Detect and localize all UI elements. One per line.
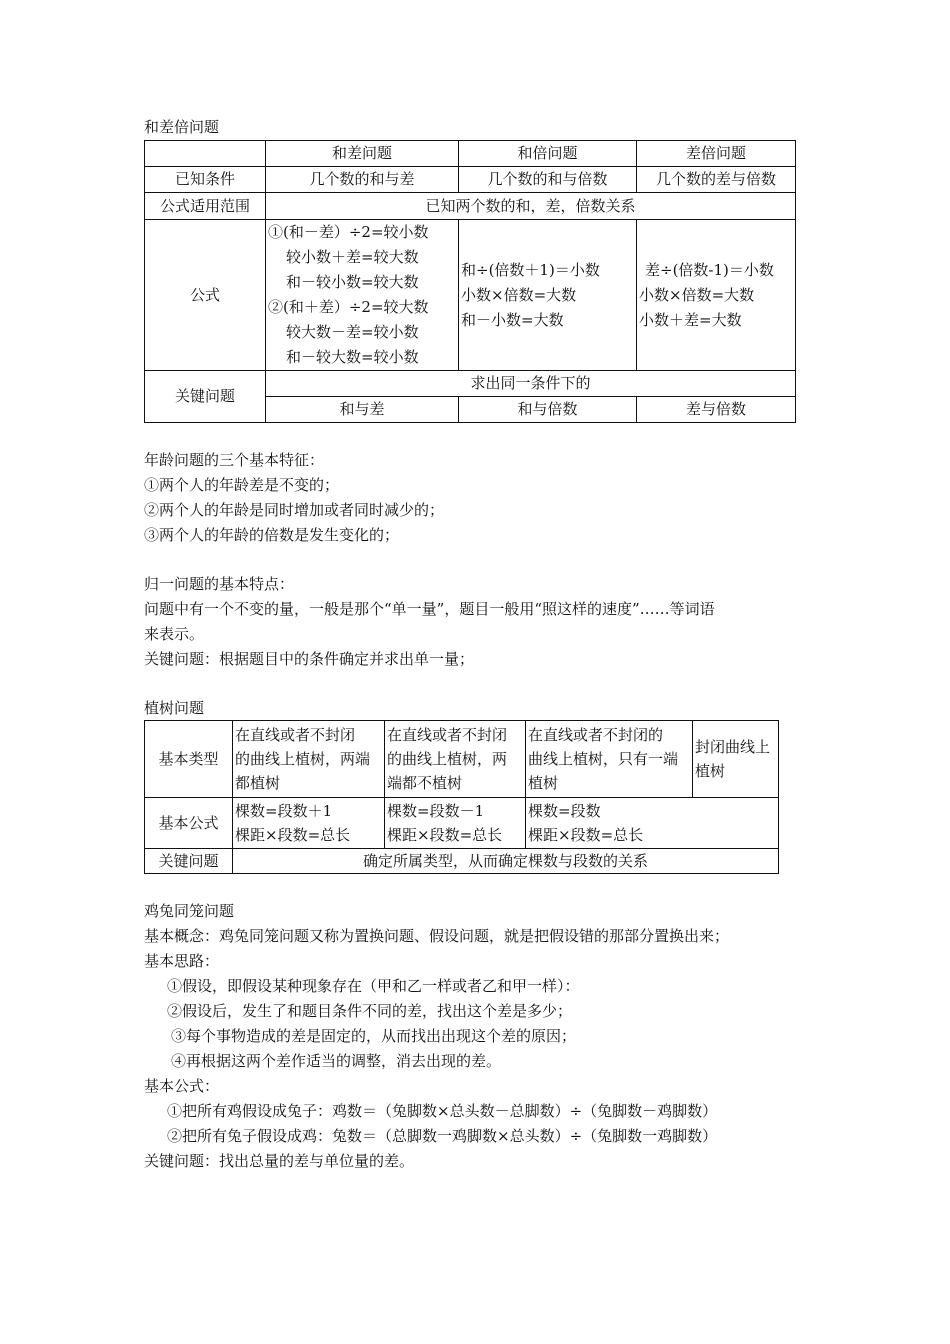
list-item: ③每个事物造成的差是固定的，从而找出出现这个差的原因； (171, 1027, 577, 1045)
row-label: 关键问题 (145, 371, 266, 423)
table-header: 差倍问题 (637, 141, 796, 167)
subsection-title: 基本公式： (144, 1077, 220, 1095)
cell-line: 棵数=段数 (528, 802, 601, 820)
table-header: 和倍问题 (459, 141, 637, 167)
table-row (145, 798, 779, 849)
formula-line: 小数＋差=大数 (639, 310, 742, 329)
type-cell (233, 721, 385, 798)
table-cell: 和与差 (266, 397, 459, 423)
formula-cell (233, 798, 385, 849)
cell-line: 的曲线上植树，两端 (235, 750, 371, 768)
sum-diff-table (144, 140, 796, 423)
formula-line: 较大数－差=较小数 (286, 323, 419, 341)
cell-line: 封闭曲线上 (695, 738, 771, 756)
paragraph-line: 问题中有一个不变的量，一般是那个“单一量”，题目一般用“照这样的速度”……等词语 (144, 600, 715, 618)
cell-line: 棵距×段数=总长 (528, 826, 644, 844)
table-row (145, 167, 796, 193)
row-label: 已知条件 (145, 167, 266, 193)
formula-line: 和－较大数=较小数 (286, 348, 419, 366)
cell-line: 在直线或者不封闭 (387, 726, 508, 744)
cell-line: 棵距×段数=总长 (235, 826, 351, 844)
table-cell: 几个数的差与倍数 (637, 167, 796, 193)
cell-line: 都植树 (235, 774, 281, 792)
formula-line: 和－小数=大数 (461, 310, 564, 329)
table-cell: 几个数的和与倍数 (459, 167, 637, 193)
table-row (145, 371, 796, 397)
section-title-unit: 归一问题的基本特点： (144, 575, 295, 593)
table-row (145, 220, 796, 371)
row-label: 基本类型 (145, 721, 233, 798)
tree-planting-table (144, 720, 779, 874)
cell-line: 植树 (695, 762, 726, 780)
table-cell: 确定所属类型，从而确定棵数与段数的关系 (233, 849, 779, 874)
formula-cell-sum-multiple (459, 220, 637, 371)
formula-line: 差÷(倍数-1)＝小数 (645, 260, 774, 279)
cell-line: 在直线或者不封闭的 (528, 726, 664, 744)
table-row (145, 141, 796, 167)
cell-line: 植树 (528, 774, 559, 792)
table-row (145, 193, 796, 220)
row-label: 关键问题 (145, 849, 233, 874)
formula-cell (385, 798, 526, 849)
key-problem-line: 关键问题：找出总量的差与单位量的差。 (144, 1152, 415, 1170)
paragraph-line: 来表示。 (144, 625, 205, 643)
formula-line: 小数×倍数=大数 (639, 285, 755, 304)
table-cell: 求出同一条件下的 (266, 371, 796, 397)
table-cell: 和与倍数 (459, 397, 637, 423)
table-header: 和差问题 (266, 141, 459, 167)
row-label: 公式适用范围 (145, 193, 266, 220)
table-corner-cell (145, 141, 266, 167)
section-title-chicken-rabbit: 鸡兔同笼问题 (144, 902, 235, 920)
formula-line: ②把所有兔子假设成鸡：兔数＝（总脚数一鸡脚数×总头数）÷（兔脚数一鸡脚数） (167, 1127, 718, 1145)
formula-line: ②(和＋差）÷2=较大数 (268, 298, 429, 316)
section-title-tree: 植树问题 (144, 699, 205, 717)
table-cell: 几个数的和与差 (266, 167, 459, 193)
list-item: ②两个人的年龄是同时增加或者同时减少的； (144, 501, 445, 519)
formula-line: ①把所有鸡假设成兔子：鸡数＝（兔脚数×总头数－总脚数）÷（兔脚数－鸡脚数） (167, 1102, 718, 1120)
cell-line: 曲线上植树，只有一端 (528, 750, 679, 768)
section-title-sum-diff: 和差倍问题 (144, 118, 220, 136)
table-cell: 已知两个数的和，差，倍数关系 (266, 193, 796, 220)
cell-line: 棵数=段数＋1 (235, 802, 333, 820)
row-label: 公式 (145, 220, 266, 371)
key-problem-line: 关键问题：根据题目中的条件确定并求出单一量； (144, 650, 475, 668)
type-cell (693, 721, 779, 798)
formula-cell-diff-multiple (637, 220, 796, 371)
row-label: 基本公式 (145, 798, 233, 849)
formula-line: 和－较小数=较大数 (286, 273, 419, 291)
type-cell (385, 721, 526, 798)
cell-line: 棵数=段数－1 (387, 802, 485, 820)
table-cell: 差与倍数 (637, 397, 796, 423)
formula-line: 和÷(倍数＋1)＝小数 (461, 260, 600, 279)
table-row (145, 849, 779, 874)
paragraph-line: 基本概念：鸡兔同笼问题又称为置换问题、假设问题，就是把假设错的那部分置换出来； (144, 927, 730, 945)
section-title-age: 年龄问题的三个基本特征： (144, 451, 325, 469)
cell-line: 在直线或者不封闭 (235, 726, 356, 744)
list-item: ①两个人的年龄差是不变的； (144, 476, 340, 494)
list-item: ②假设后，发生了和题目条件不同的差，找出这个差是多少； (167, 1002, 573, 1020)
type-cell (526, 721, 693, 798)
cell-line: 棵距×段数=总长 (387, 826, 503, 844)
formula-cell (526, 798, 779, 849)
list-item: ①假设，即假设某种现象存在（甲和乙一样或者乙和甲一样）： (167, 977, 580, 995)
formula-line: 小数×倍数=大数 (461, 285, 577, 304)
formula-line: ①(和－差）÷2=较小数 (268, 223, 429, 241)
list-item: ③两个人的年龄的倍数是发生变化的； (144, 526, 400, 544)
subsection-title: 基本思路： (144, 952, 220, 970)
list-item: ④再根据这两个差作适当的调整，消去出现的差。 (171, 1052, 502, 1070)
formula-cell-sum-diff (266, 220, 459, 371)
cell-line: 端都不植树 (387, 774, 463, 792)
table-row (145, 721, 779, 798)
cell-line: 的曲线上植树，两 (387, 750, 508, 768)
formula-line: 较小数＋差=较大数 (286, 248, 419, 266)
